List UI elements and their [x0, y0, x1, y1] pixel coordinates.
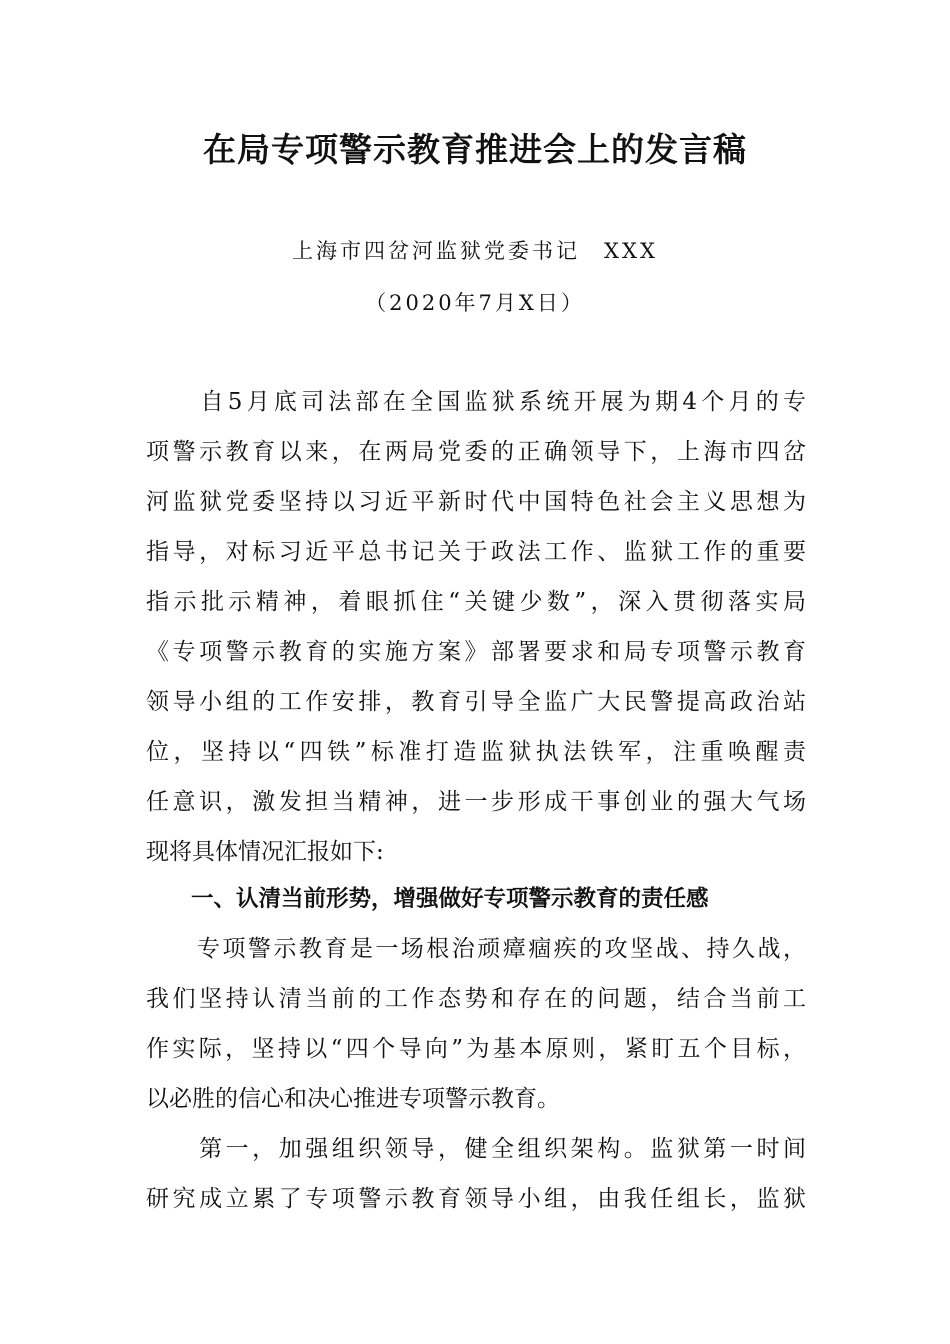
paragraph-line: 《专项警示教育的实施方案》部署要求和局专项警示教育 [146, 639, 806, 665]
paragraph-line: 指导，对标习近平总书记关于政法工作、监狱工作的重要 [146, 539, 806, 565]
author-line: 上海市四岔河监狱党委书记 XXX [292, 239, 658, 263]
paragraph-line: 我们坚持认清当前的工作态势和存在的问题，结合当前工 [146, 986, 806, 1012]
date-line: （2020年7月X日） [365, 291, 585, 315]
paragraph-line: 位，坚持以“四铁”标准打造监狱执法铁军，注重唤醒责 [146, 739, 806, 765]
paragraph-line: 现将具体情况汇报如下: [146, 839, 384, 865]
paragraph-line: 指示批示精神，着眼抓住“关键少数”，深入贯彻落实局 [146, 589, 806, 615]
paragraph-line: 专项警示教育是一场根治顽瘴痼疾的攻坚战、持久战， [146, 936, 806, 962]
paragraph-line: 作实际，坚持以“四个导向”为基本原则，紧盯五个目标， [146, 1036, 806, 1062]
document-title: 在局专项警示教育推进会上的发言稿 [203, 130, 747, 169]
paragraph-line: 领导小组的工作安排，教育引导全监广大民警提高政治站 [146, 689, 806, 715]
paragraph-line: 第一，加强组织领导，健全组织架构。监狱第一时间 [146, 1136, 806, 1162]
paragraph-line: 河监狱党委坚持以习近平新时代中国特色社会主义思想为 [146, 489, 806, 515]
paragraph-line: 以必胜的信心和决心推进专项警示教育。 [146, 1086, 560, 1112]
section-heading: 一、认清当前形势，增强做好专项警示教育的责任感 [146, 886, 709, 912]
paragraph-line: 项警示教育以来，在两局党委的正确领导下，上海市四岔 [146, 439, 806, 465]
paragraph-line: 研究成立累了专项警示教育领导小组，由我任组长，监狱 [146, 1186, 806, 1212]
paragraph-line: 任意识，激发担当精神，进一步形成干事创业的强大气场 [146, 789, 806, 815]
paragraph-line: 自5月底司法部在全国监狱系统开展为期4个月的专 [146, 389, 806, 415]
